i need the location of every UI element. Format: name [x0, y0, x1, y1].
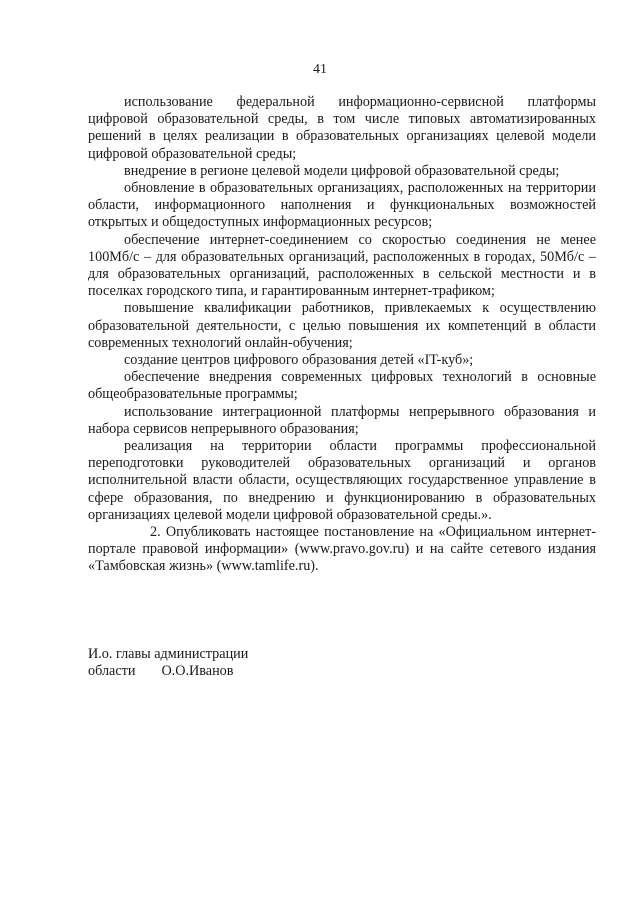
list-item: реализация на территории области программы профессиональной переподготовки руководителей образовательных организаций и органов исполнительной власти области, осуществляющих государственное управление в сфере образования, по внедрению и функционированию в образовательных организациях целевой модели цифровой образовательной среды.».: [88, 438, 596, 523]
signatory-name: О.О.Иванов: [161, 663, 234, 679]
list-item: обеспечение интернет-соединением со скоростью соединения не менее 100Мб/с – для образовательных организаций, расположенных в городах, 50Мб/с – для образовательных организаций, расположенных в сельской местности и в поселках городского типа, и гарантированным интернет-трафиком;: [88, 231, 596, 300]
signatory-title-line2: области: [88, 663, 136, 679]
list-item: внедрение в регионе целевой модели цифровой образовательной среды;: [124, 162, 560, 179]
list-item: повышение квалификации работников, привлекаемых к осуществлению образовательной деятельности, с целью повышения их компетенций в области современных технологий онлайн-обучения;: [88, 300, 596, 351]
document-body: [88, 94, 596, 576]
signatory-title-line1: И.о. главы администрации: [88, 646, 249, 662]
publish-clause: 2. Опубликовать настоящее постановление на «Официальном интернет-портале правовой информации» (www.pravo.gov.ru) и на сайте сетевого издания «Тамбовская жизнь» (www.tamlife.ru).: [88, 524, 596, 575]
list-item: создание центров цифрового образования детей «IT-куб»;: [124, 352, 474, 369]
signatory-line2: [88, 663, 348, 680]
list-item: использование интеграционной платформы непрерывного образования и набора сервисов непрерывного образования;: [88, 403, 596, 437]
signature-block: [88, 646, 348, 680]
list-item: использование федеральной информационно-сервисной платформы цифровой образовательной среды, в том числе типовых автоматизированных решений в целях реализации в образовательных организациях целевой модели цифровой образовательной среды;: [88, 94, 596, 162]
page-number: 41: [313, 62, 327, 77]
list-item: обновление в образовательных организациях, расположенных на территории области, информационного наполнения и функциональных возможностей открытых и общедоступных информационных ресурсов;: [88, 180, 596, 231]
list-item: обеспечение внедрения современных цифровых технологий в основные общеобразовательные программы;: [88, 369, 596, 403]
